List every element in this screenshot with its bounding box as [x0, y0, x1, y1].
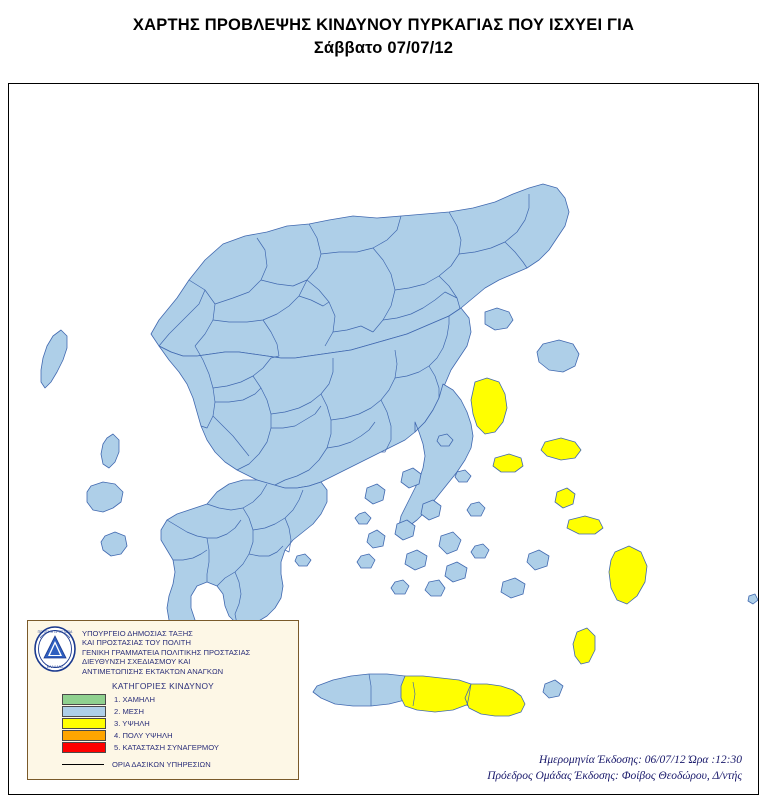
- legend-box: [27, 620, 299, 780]
- island-zakynthos: [101, 532, 127, 556]
- swatch-high: [62, 718, 106, 729]
- legend-item-medium: [62, 706, 292, 717]
- swatch-alert: [62, 742, 106, 753]
- island-kos-high-risk: [567, 516, 603, 534]
- page-title: [0, 14, 767, 60]
- swatch-medium: [62, 706, 106, 717]
- island-crete-west: [313, 674, 413, 706]
- island-chios-high-risk: [471, 378, 507, 434]
- org-line-1: ΥΠΟΥΡΓΕΙΟ ΔΗΜΟΣΙΑΣ ΤΑΞΗΣ: [82, 629, 193, 638]
- island-limnos: [485, 308, 513, 330]
- issue-datetime: Ημερομηνία Έκδοσης: 06/07/12 Ώρα :12:30: [539, 754, 742, 766]
- legend-item-high: [62, 718, 292, 729]
- title-line-2: Σάββατο 07/07/12: [313, 39, 454, 57]
- island-samos-high-risk: [541, 438, 581, 460]
- boundary-line-icon: [62, 764, 104, 765]
- region-northern-greece: [151, 184, 569, 358]
- civil-protection-emblem-icon: [34, 626, 76, 672]
- island-corfu: [41, 330, 67, 388]
- title-line-1: ΧΑΡΤΗΣ ΠΡΟΒΛΕΨΗΣ ΚΙΝΔΥΝΟΥ ΠΥΡΚΑΓΙΑΣ ΠΟΥ ΙΣΧΥΕΙ ΓΙΑ: [132, 16, 635, 34]
- svg-text:ΕΛΛΑΔΑΣ: ΕΛΛΑΔΑΣ: [46, 665, 64, 669]
- org-line-2: ΚΑΙ ΠΡΟΣΤΑΣΙΑΣ ΤΟΥ ΠΟΛΙΤΗ: [82, 638, 191, 648]
- svg-text:ΠΟΛΙΤΙΚΗ ΠΡΟΣΤΑΣΙΑ: ΠΟΛΙΤΙΚΗ ΠΡΟΣΤΑΣΙΑ: [37, 630, 73, 634]
- org-line-5: ΑΝΤΙΜΕΤΩΠΙΣΗΣ ΕΚΤΑΚΤΩΝ ΑΝΑΓΚΩΝ: [82, 666, 224, 676]
- legend-item-very-high: [62, 730, 292, 741]
- legend-label-medium: 2. ΜΕΣΗ: [114, 707, 145, 717]
- islands-cyclades: [355, 468, 549, 598]
- legend-organization: [82, 626, 250, 676]
- legend-label-alert: 5. ΚΑΤΑΣΤΑΣΗ ΣΥΝΑΓΕΡΜΟΥ: [114, 743, 219, 753]
- island-lefkada: [101, 434, 119, 468]
- chairperson: Πρόεδρος Ομάδας Έκδοσης: Φοίβος Θεοδώρου, Δ/ντής: [487, 770, 742, 782]
- legend-category-list: [62, 694, 292, 753]
- legend-categories-title: ΚΑΤΗΓΟΡΙΕΣ ΚΙΝΔΥΝΟΥ: [112, 681, 214, 692]
- swatch-very-high: [62, 730, 106, 741]
- footer-block: [487, 752, 742, 784]
- legend-item-forest-boundary: [62, 760, 292, 769]
- island-rhodes-high-risk: [609, 546, 647, 604]
- island-lesvos: [537, 340, 579, 372]
- legend-label-boundary: ΟΡΙΑ ΔΑΣΙΚΩΝ ΥΠΗΡΕΣΙΩΝ: [112, 760, 211, 770]
- island-kefalonia: [87, 482, 123, 512]
- legend-item-alert: [62, 742, 292, 753]
- island-ikaria-high-risk: [493, 454, 523, 472]
- island-karpathos-high-risk: [573, 628, 595, 664]
- legend-item-low: [62, 694, 292, 705]
- org-line-3: ΓΕΝΙΚΗ ΓΡΑΜΜΑΤΕΙΑ ΠΟΛΙΤΙΚΗΣ ΠΡΟΣΤΑΣΙΑΣ: [82, 647, 251, 657]
- island-kalymnos-high-risk: [555, 488, 575, 508]
- island-crete-east-high-risk: [465, 684, 525, 716]
- island-crete-central-high-risk: [401, 676, 475, 712]
- legend-label-low: 1. ΧΑΜΗΛΗ: [114, 695, 155, 705]
- swatch-low: [62, 694, 106, 705]
- org-line-4: ΔΙΕΥΘΥΝΣΗ ΣΧΕΔΙΑΣΜΟΥ ΚΑΙ: [82, 657, 191, 667]
- map-frame: [8, 83, 759, 795]
- legend-label-very-high: 4. ΠΟΛΥ ΥΨΗΛΗ: [114, 731, 173, 741]
- legend-header: [34, 626, 292, 676]
- legend-label-high: 3. ΥΨΗΛΗ: [114, 719, 150, 729]
